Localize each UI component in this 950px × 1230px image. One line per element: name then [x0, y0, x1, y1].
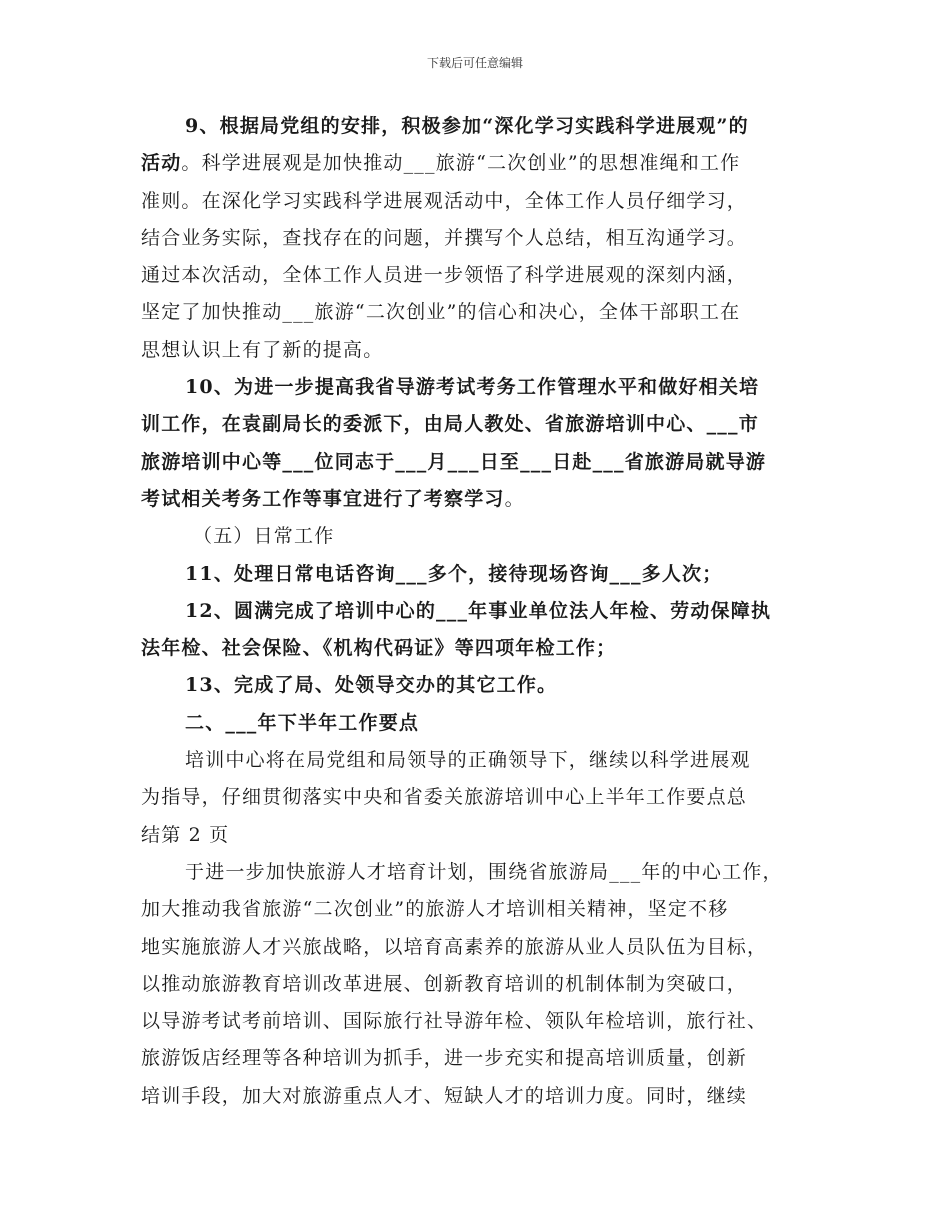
- text-line: [141, 294, 821, 331]
- line-text: 坚定了加快推动___旅游“二次创业”的信心和决心，全体干部职工在: [141, 301, 741, 324]
- text-line: [141, 556, 821, 593]
- line-text: 准则。在深化学习实践科学进展观活动中，全体工作人员仔细学习，: [141, 189, 748, 212]
- line-text: 结第 2 页: [141, 823, 230, 846]
- bold-segment: 活动: [141, 152, 182, 175]
- text-line: [141, 257, 821, 294]
- line-text: 13、完成了局、处领导交办的其它工作。: [185, 674, 558, 697]
- text-line: [141, 481, 821, 518]
- line-text: 。科学进展观是加快推动___旅游“二次创业”的思想准绳和工作: [181, 152, 741, 175]
- line-text: 培训中心将在局党组和局领导的正确领导下，继续以科学进展观: [185, 749, 751, 772]
- text-line: [141, 891, 821, 928]
- line-text: 培训手段，加大对旅游重点人才、短缺人才的培训力度。同时，继续: [141, 1084, 748, 1107]
- text-line: [141, 779, 821, 816]
- line-text: 二、___年下半年工作要点: [185, 711, 420, 734]
- line-text: 10、为进一步提高我省导游考试考务工作管理水平和做好相关培: [185, 376, 760, 399]
- text-line: [141, 929, 821, 966]
- line-text: 旅游饭店经理等各种培训为抓手，进一步充实和提高培训质量，创新: [141, 1047, 748, 1070]
- text-line: [141, 183, 821, 220]
- line-text: 地实施旅游人才兴旅战略，以培育高素养的旅游从业人员队伍为目标，: [141, 935, 768, 958]
- text-line: [141, 705, 821, 742]
- line-text: 法年检、社会保险、《机构代码证》等四项年检工作；: [141, 637, 617, 660]
- line-text: 以导游考试考前培训、国际旅行社导游年检、领队年检培训，旅行社、: [141, 1010, 768, 1033]
- text-line: [141, 854, 821, 891]
- text-line: [141, 593, 821, 630]
- line-text: 12、圆满完成了培训中心的___年事业单位法人年检、劳动保障执: [185, 599, 772, 622]
- line-text: 思想认识上有了新的提高。: [141, 338, 384, 361]
- line-text: 9、根据局党组的安排，积极参加“深化学习实践科学进展观”的: [185, 115, 749, 137]
- line-text: 以推动旅游教育培训改革进展、创新教育培训的机制体制为突破口，: [141, 972, 748, 995]
- line-text: 通过本次活动，全体工作人员进一步领悟了科学进展观的深刻内涵，: [141, 264, 748, 287]
- text-line: [141, 145, 821, 182]
- text-line: [141, 444, 821, 481]
- line-text: 。: [504, 487, 525, 510]
- text-line: [141, 406, 821, 443]
- text-line: [141, 332, 821, 369]
- page-header: 下载后可任意编辑: [426, 56, 523, 70]
- text-line: [141, 518, 821, 555]
- text-line: [141, 742, 821, 779]
- text-line: [141, 220, 821, 257]
- text-line: [141, 108, 821, 145]
- bold-segment: 考试相关考务工作等事宜进行了考察学习: [141, 487, 505, 510]
- document-body: [141, 108, 821, 1115]
- line-text: 为指导，仔细贯彻落实中央和省委关旅游培训中心上半年工作要点总: [141, 786, 748, 809]
- text-line: [141, 1040, 821, 1077]
- text-line: [141, 667, 821, 704]
- text-line: [141, 369, 821, 406]
- line-text: 于进一步加快旅游人才培育计划，围绕省旅游局___年的中心工作，: [185, 860, 783, 883]
- line-text: （五）日常工作: [193, 525, 335, 548]
- line-text: 加大推动我省旅游“二次创业”的旅游人才培训相关精神，坚定不移: [141, 898, 729, 921]
- line-text: 训工作，在袁副局长的委派下，由局人教处、省旅游培训中心、___市: [141, 413, 759, 436]
- line-text: 结合业务实际，查找存在的问题，并撰写个人总结，相互沟通学习。: [141, 226, 748, 249]
- line-text: 11、处理日常电话咨询___多个，接待现场咨询___多人次；: [185, 562, 723, 585]
- text-line: [141, 966, 821, 1003]
- text-line: [141, 817, 821, 854]
- text-line: [141, 630, 821, 667]
- line-text: 旅游培训中心等___位同志于___月___日至___日赴___省旅游局就导游: [141, 450, 767, 473]
- text-line: [141, 1003, 821, 1040]
- text-line: [141, 1078, 821, 1115]
